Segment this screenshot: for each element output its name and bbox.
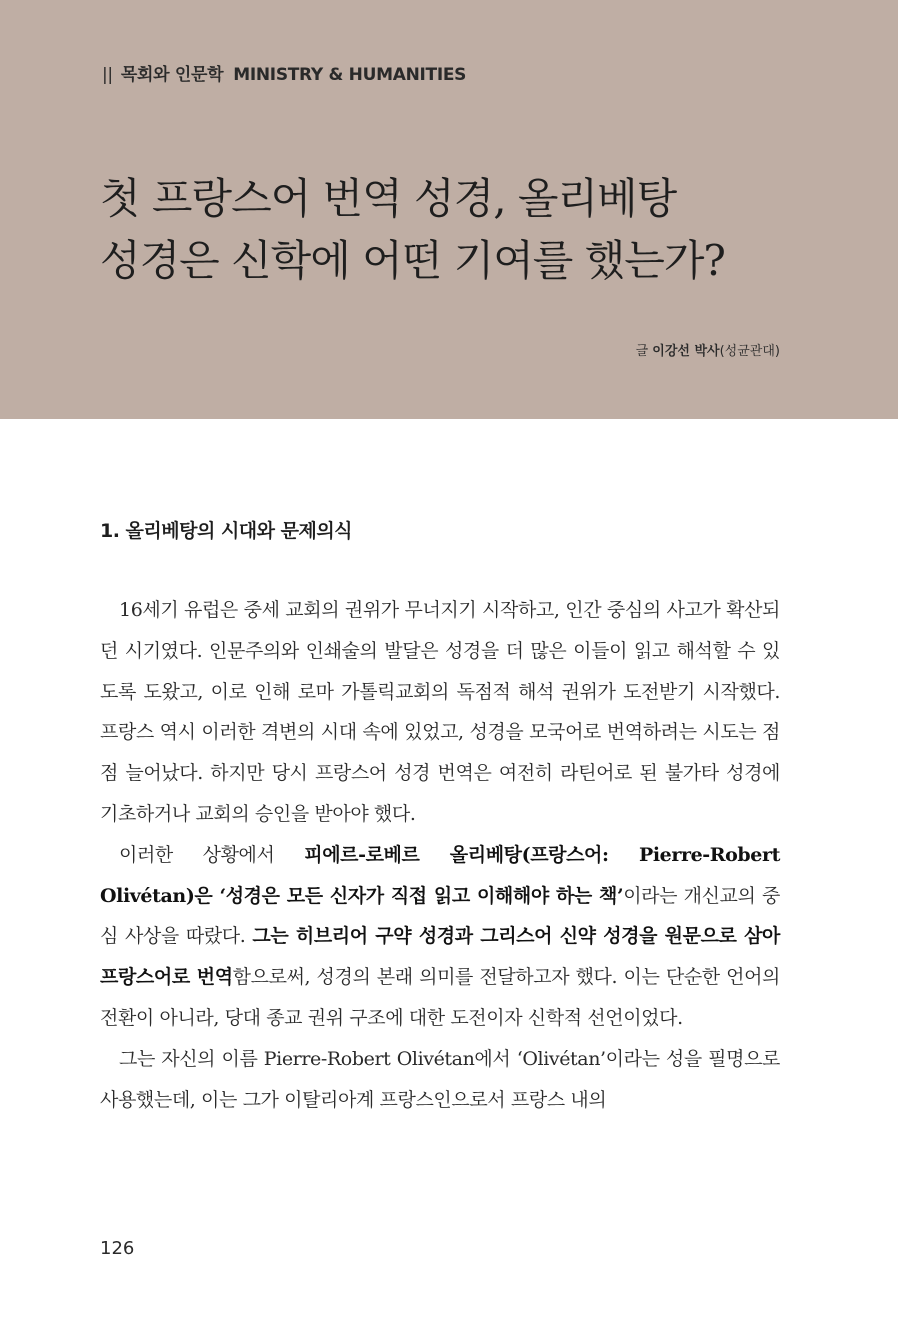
byline [636,340,780,359]
title-line-2: 성경은 신학에 어떤 기여를 했는가? [100,236,725,285]
paragraph-2 [100,835,780,1039]
paragraph-1: 16세기 유럽은 중세 교회의 권위가 무너지기 시작하고, 인간 중심의 사고가 확산되던 시기였다. 인문주의와 인쇄술의 발달은 성경을 더 많은 이들이 읽고 해석할 수 있도록 도왔고, 이로 인해 로마 가톨릭교회의 독점적 해석 권위가 도전받기 시작했다. 프랑스 역시 이러한 격변의 시대 속에 있었고, 성경을 모국어로 번역하려는 시도는 점점 늘어났다. 하지만 당시 프랑스어 성경 번역은 여전히 라틴어로 된 불가타 성경에 기초하거나 교회의 승인을 받아야 했다. [100,599,780,825]
paragraph-2-bold-a: 피에르-로베르 올리베탕(프랑스어: Pierre-Robert Olivétan)은 ‘성경은 모든 신자가 직접 읽고 이해해야 하는 책’ [100,843,780,907]
section-label-english: MINISTRY & HUMANITIES [233,65,467,85]
author-name: 이강선 박사 [652,344,720,359]
title-line-1: 첫 프랑스어 번역 성경, 올리베탕 [100,174,677,223]
byline-prefix: 글 [635,344,649,359]
author-affiliation: (성균관대) [719,344,780,359]
paragraph-3: 그는 자신의 이름 Pierre-Robert Olivétan에서 ‘Olivétan’이라는 성을 필명으로 사용했는데, 이는 그가 이탈리아계 프랑스인으로서 프랑스 내의 [100,1047,780,1111]
section-tag [102,60,466,85]
section-heading: 1. 올리베탕의 시대와 문제의식 [100,520,353,542]
paragraph-2-bold-b: 그는 히브리어 구약 성경과 그리스어 신약 성경을 원문으로 삼아 프랑스어로 번역 [100,925,780,989]
section-label-korean: 목회와 인문학 [120,65,224,85]
section-bars-icon: || [102,65,113,85]
paragraph-2-text-c: 이라는 개신교의 중심 사상을 따랐다. [100,884,780,948]
paragraph-2-text-e: 함으로써, 성경의 본래 의미를 전달하고자 했다. 이는 단순한 언어의 전환이 아니라, 당대 종교 권위 구조에 대한 도전이자 신학적 선언이었다. [100,966,780,1029]
article-title [100,168,820,292]
article-body [100,590,780,1120]
page-number: 126 [100,1238,135,1259]
paragraph-2-text-a: 이러한 상황에서 [119,843,305,866]
